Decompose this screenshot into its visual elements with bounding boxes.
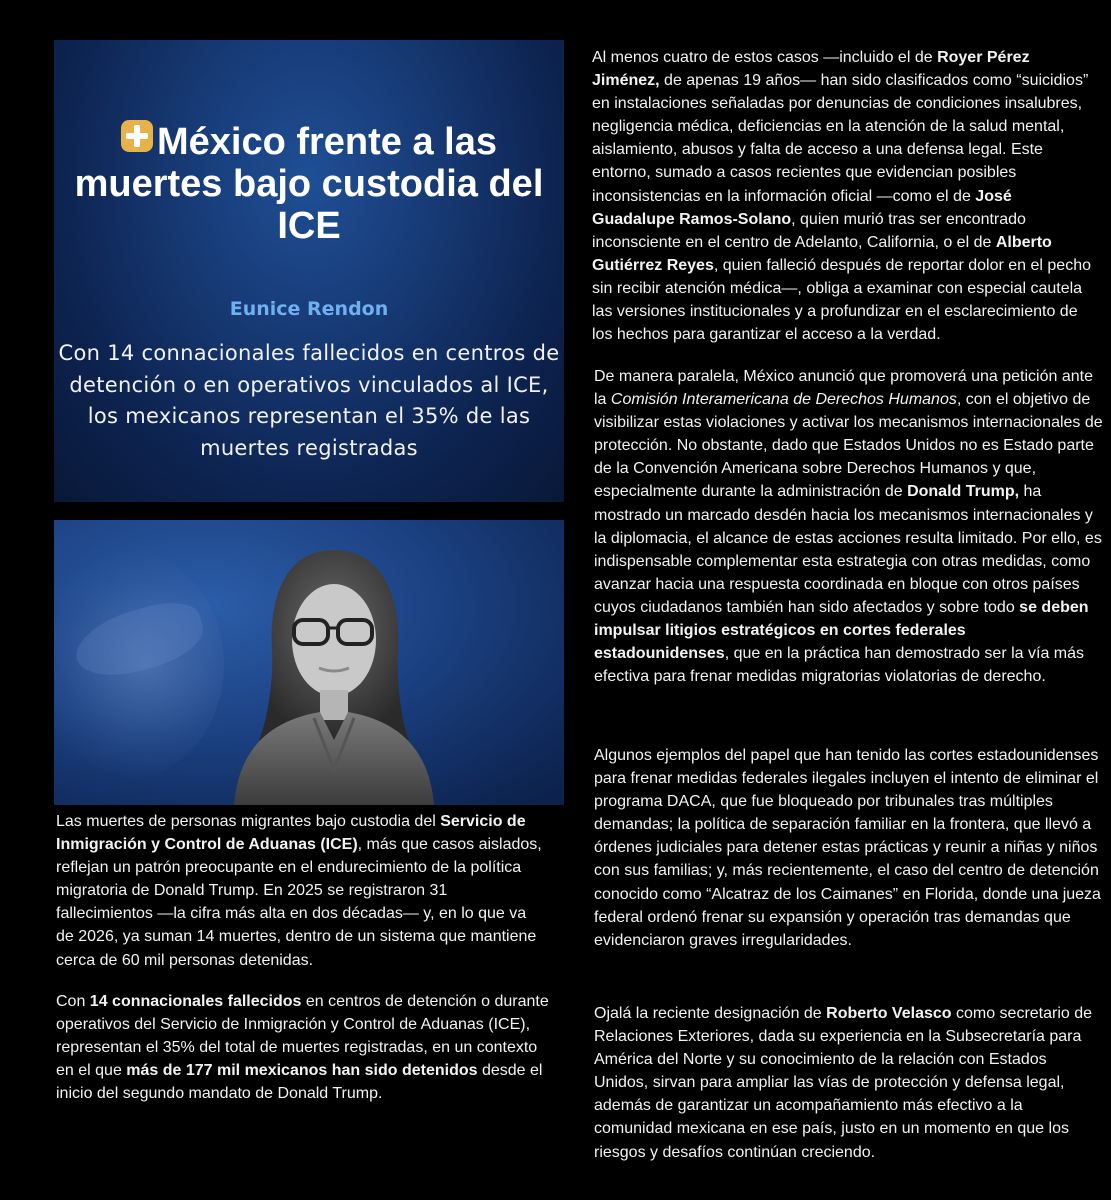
author-name: Eunice Rendon bbox=[229, 298, 389, 320]
right-paragraph-4 bbox=[594, 1002, 1104, 1164]
bold-text: se deben impulsar litigios estratégicos en cortes federales estadounidenses bbox=[594, 598, 1089, 663]
bold-text: Donald Trump, bbox=[907, 483, 1020, 501]
article-subtitle: Con 14 connacionales fallecidos en centros de detención o en operativos vinculados al ICE, los mexicanos representan el 35% de las muertes registradas bbox=[58, 341, 560, 460]
text-run: en centros de detención o durante operativos del Servicio de Inmigración y Control de Aduanas (ICE), representan el 35% del total de muertes registradas, en un contexto en el que bbox=[56, 993, 549, 1080]
bold-text: Roberto Velasco bbox=[826, 1005, 952, 1022]
emblem-background bbox=[54, 550, 224, 780]
author-photo bbox=[54, 520, 564, 805]
bold-text: Servicio de Inmigración y Control de Aduanas (ICE) bbox=[56, 813, 526, 854]
article-header-card bbox=[54, 40, 564, 502]
text-run: Con bbox=[56, 993, 90, 1010]
left-paragraph-2 bbox=[56, 990, 551, 1105]
text-run: , quien murió tras ser encontrado inconsciente en el centro de Adelanto, California, o el de bbox=[592, 210, 1026, 251]
bold-text: 14 connacionales fallecidos bbox=[89, 993, 302, 1010]
left-paragraph-1 bbox=[56, 810, 546, 972]
text-run: De manera paralela, México anunció que promoverá una petición ante la bbox=[594, 368, 1093, 409]
text-run: , con el objetivo de visibilizar estas violaciones y activar los mecanismos internacionales de protección. No obstante, dado que Estados Unidos no es Estado parte de la Convención Americana sobre Derechos Humanos y que, especialmente durante la administración de bbox=[594, 391, 1103, 501]
bold-text: Alberto Gutiérrez Reyes bbox=[592, 233, 1052, 274]
italic-text: Comisión Interamericana de Derechos Humanos bbox=[610, 391, 957, 409]
bold-text: más de 177 mil mexicanos han sido detenidos bbox=[126, 1062, 478, 1080]
article-title bbox=[74, 120, 544, 247]
right-paragraph-3 bbox=[594, 744, 1104, 952]
text-run: , que en la práctica han demostrado ser la vía más efectiva para frenar medidas migratorias violatorias de derecho. bbox=[594, 645, 1085, 686]
plus-badge-icon bbox=[121, 120, 153, 152]
text-run: Ojalá la reciente designación de bbox=[594, 1005, 827, 1022]
text-run: Las muertes de personas migrantes bajo custodia del bbox=[56, 813, 441, 830]
right-paragraph-1 bbox=[592, 46, 1092, 346]
author-portrait bbox=[214, 540, 454, 805]
article-title-text: México frente a las muertes bajo custodia del ICE bbox=[74, 121, 544, 247]
text-run: de apenas 19 años— han sido clasificados como “suicidios” en instalaciones señaladas por denuncias de condiciones insalubres, negligencia médica, deficiencias en la atención de la salud mental, aislamiento, abusos y falta de acceso a una defensa legal. Este entorno, sumado a casos recientes que evidencian posibles inconsistencias en la información oficial —como el de bbox=[592, 72, 1089, 205]
text-run: como secretario de Relaciones Exteriores, dada su experiencia en la Subsecretaría para América del Norte y su conocimiento de la relación con Estados Unidos, sirvan para ampliar las vías de protección y defensa legal, además de garantizar un acompañamiento más efectivo a la comunidad mexicana en ese país, justo en un momento en que los riesgos y desafíos continúan creciendo. bbox=[594, 1005, 1093, 1161]
text-run: Algunos ejemplos del papel que han tenido las cortes estadounidenses para frenar medidas federales ilegales incluyen el intento de eliminar el programa DACA, que fue bloqueado por tribunales tras múltiples demandas; la política de separación familiar en la frontera, que llevó a órdenes judiciales para detener estas prácticas y reunir a niñas y niños con sus familias; y, más recientemente, el caso del centro de detención conocido como “Alcatraz de los Caimanes” en Florida, donde una jueza federal ordenó frenar su expansión y operación tras demandas que evidenciaron graves irregularidades. bbox=[594, 747, 1101, 949]
text-run: , quien falleció después de reportar dolor en el pecho sin recibir atención médica—, obliga a examinar con especial cautela las versiones institucionales y a profundizar en el esclarecimiento de los hechos para garantizar el acceso a la verdad. bbox=[592, 256, 1091, 344]
right-paragraph-2 bbox=[594, 365, 1104, 688]
bold-text: Royer Pérez Jiménez, bbox=[592, 49, 1030, 90]
text-run: , más que casos aislados, reflejan un patrón preocupante en el endurecimiento de la política migratoria de Donald Trump. En 2025 se registraron 31 fallecimientos —la cifra más alta en dos décadas— y, en lo que va de 2026, ya suman 14 muertes, dentro de un sistema que mantiene cerca de 60 mil personas detenidas. bbox=[56, 836, 542, 969]
eagle-wing-shape bbox=[68, 594, 209, 686]
text-run: desde el inicio del segundo mandato de Donald Trump. bbox=[56, 1062, 543, 1103]
text-run: Al menos cuatro de estos casos —incluido el de bbox=[592, 49, 938, 66]
text-run: ha mostrado un marcado desdén hacia los mecanismos internacionales y la diplomacia, el alcance de estas acciones resulta limitado. Por ello, es indispensable complementar esta estrategia con otras medidas, como avanzar hacia una respuesta coordinada en bloque con otros países cuyos ciudadanos también han sido afectados y sobre todo bbox=[594, 483, 1102, 616]
bold-text: José Guadalupe Ramos-Solano bbox=[592, 187, 1012, 228]
